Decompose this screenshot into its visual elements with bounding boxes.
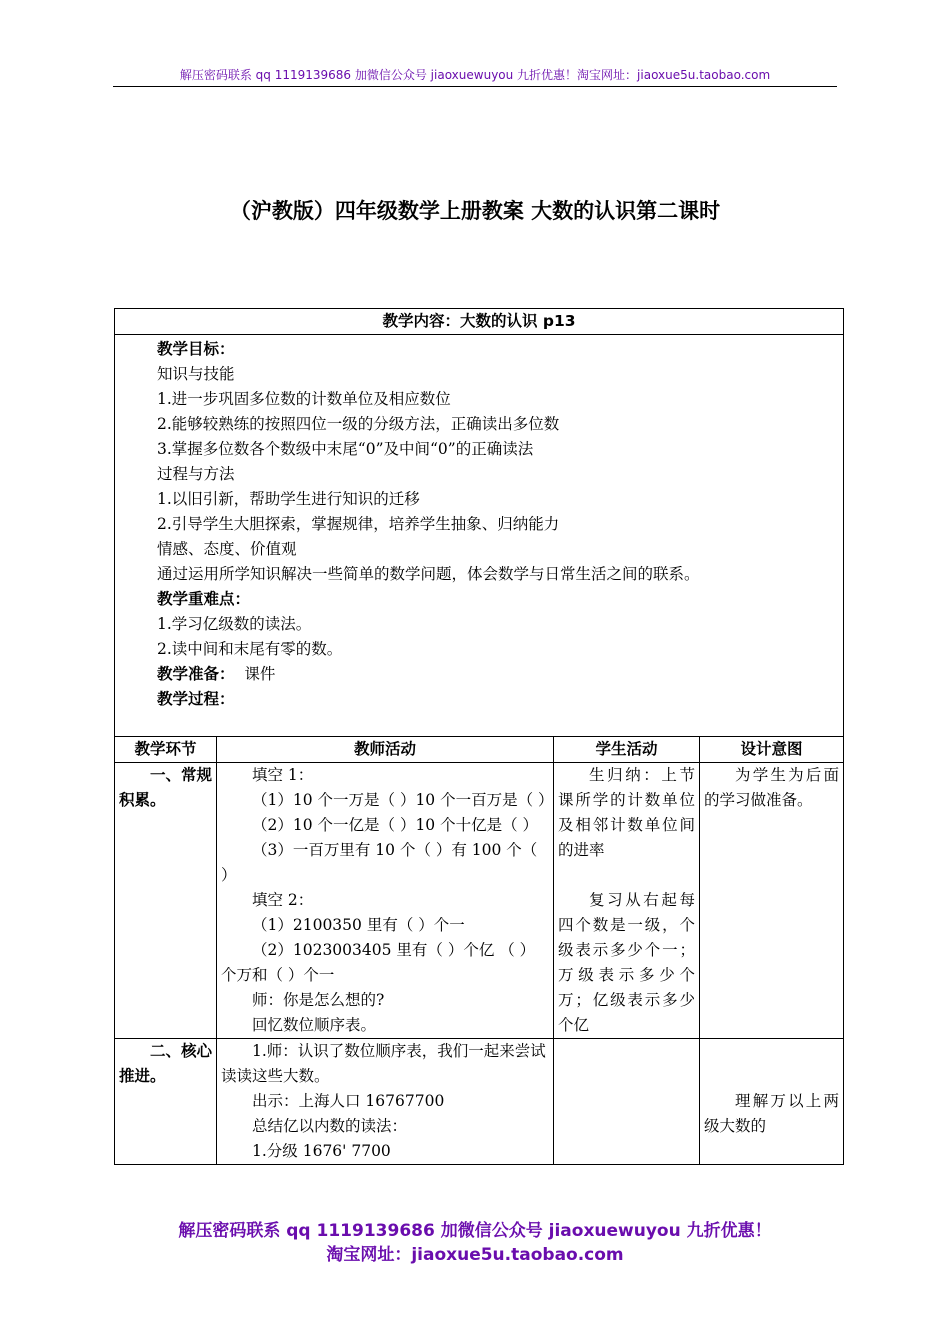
teacher-line: 总结亿以内数的读法：: [252, 1117, 408, 1135]
footer-line: 淘宝网址：jiaoxue5u.taobao.com: [326, 1245, 624, 1265]
design-intent-cell: [700, 1039, 844, 1165]
teacher-line: （2）1023003405 里有（ ）个亿 （ ）个万和（ ）个一: [221, 941, 536, 984]
intent-text: 理解万以上两级大数的: [704, 1092, 839, 1135]
student-line: 生归纳：上节课所学的计数单位及相邻计数单位间的进率: [558, 766, 695, 859]
footer-line: 解压密码联系 qq 1119139686 加微信公众号 jiaoxuewuyou 九折优惠！: [178, 1221, 772, 1241]
objective-line: 过程与方法: [157, 465, 235, 483]
intent-text: 为学生为后面的学习做准备。: [704, 766, 839, 809]
document-title: （沪教版）四年级数学上册教案 大数的认识第二课时: [229, 199, 721, 223]
objective-line: 2.引导学生大胆探索，掌握规律，培养学生抽象、归纳能力: [157, 515, 560, 533]
column-header: 教师活动: [217, 737, 554, 763]
teacher-line: （3）一百万里有 10 个（ ）有 100 个（ ）: [221, 841, 538, 884]
content-row: 教学内容：大数的认识 p13: [115, 309, 844, 335]
difficulty-heading: 教学重难点：: [157, 590, 251, 608]
column-header: 教学环节: [115, 737, 217, 763]
process-heading: 教学过程：: [157, 690, 235, 708]
teacher-line: （1）10 个一万是（ ）10 个一百万是（ ）: [252, 791, 554, 809]
teacher-line: （1）2100350 里有（ ）个一: [252, 916, 465, 934]
objective-line: 通过运用所学知识解决一些简单的数学问题，体会数学与日常生活之间的联系。: [157, 565, 700, 583]
difficulty-line: 2.读中间和末尾有零的数。: [157, 640, 343, 658]
design-intent-cell: [700, 763, 844, 1039]
prep-value: 课件: [244, 665, 276, 683]
objective-line: 情感、态度、价值观: [157, 540, 297, 558]
objective-line: 1.以旧引新，帮助学生进行知识的迁移: [157, 490, 420, 508]
teacher-line: 出示：上海人口 16767700: [252, 1092, 445, 1110]
teacher-line: 1.师：认识了数位顺序表，我们一起来尝试读读这些大数。: [221, 1042, 546, 1085]
objective-line: 2.能够较熟练的按照四位一级的分级方法，正确读出多位数: [157, 415, 560, 433]
teacher-line: 填空 2：: [252, 891, 314, 909]
teacher-line: 填空 1：: [252, 766, 314, 784]
lesson-table: [114, 308, 844, 1165]
column-header: 设计意图: [700, 737, 844, 763]
student-line: 复习从右起每四个数是一级，个级表示多少个一；万级表示多少个万；亿级表示多少个亿: [558, 891, 695, 1034]
prep-line: [157, 662, 837, 687]
column-header: 学生活动: [554, 737, 700, 763]
teacher-line: 师：你是怎么想的?: [252, 991, 385, 1009]
stage-cell: 一、常规积累。: [115, 763, 217, 1039]
prep-label: 教学准备：: [157, 665, 235, 683]
objective-line: 3.掌握多位数各个数级中末尾“0”及中间“0”的正确读法: [157, 440, 534, 458]
objectives-heading: 教学目标：: [157, 340, 235, 358]
column-header-row: [115, 737, 844, 763]
teacher-line: （2）10 个一亿是（ ）10 个十亿是（ ）: [252, 816, 539, 834]
student-activity-cell: [554, 763, 700, 1039]
teacher-line: 1.分级 1676' 7700: [252, 1142, 391, 1160]
page-header: 解压密码联系 qq 1119139686 加微信公众号 jiaoxuewuyou 九折优惠！淘宝网址：jiaoxue5u.taobao.com: [113, 66, 837, 87]
objective-line: 知识与技能: [157, 365, 235, 383]
teacher-line: 回忆数位顺序表。: [252, 1016, 377, 1034]
teacher-activity-cell: [217, 763, 554, 1039]
page-footer: [0, 1219, 950, 1267]
stage-cell: 二、核心推进。: [115, 1039, 217, 1165]
objective-line: 1.进一步巩固多位数的计数单位及相应数位: [157, 390, 451, 408]
difficulty-line: 1.学习亿级数的读法。: [157, 615, 312, 633]
objectives-block: [115, 335, 844, 737]
student-activity-cell: [554, 1039, 700, 1165]
teacher-activity-cell: [217, 1039, 554, 1165]
table-row: [115, 763, 844, 1039]
table-row: [115, 1039, 844, 1165]
